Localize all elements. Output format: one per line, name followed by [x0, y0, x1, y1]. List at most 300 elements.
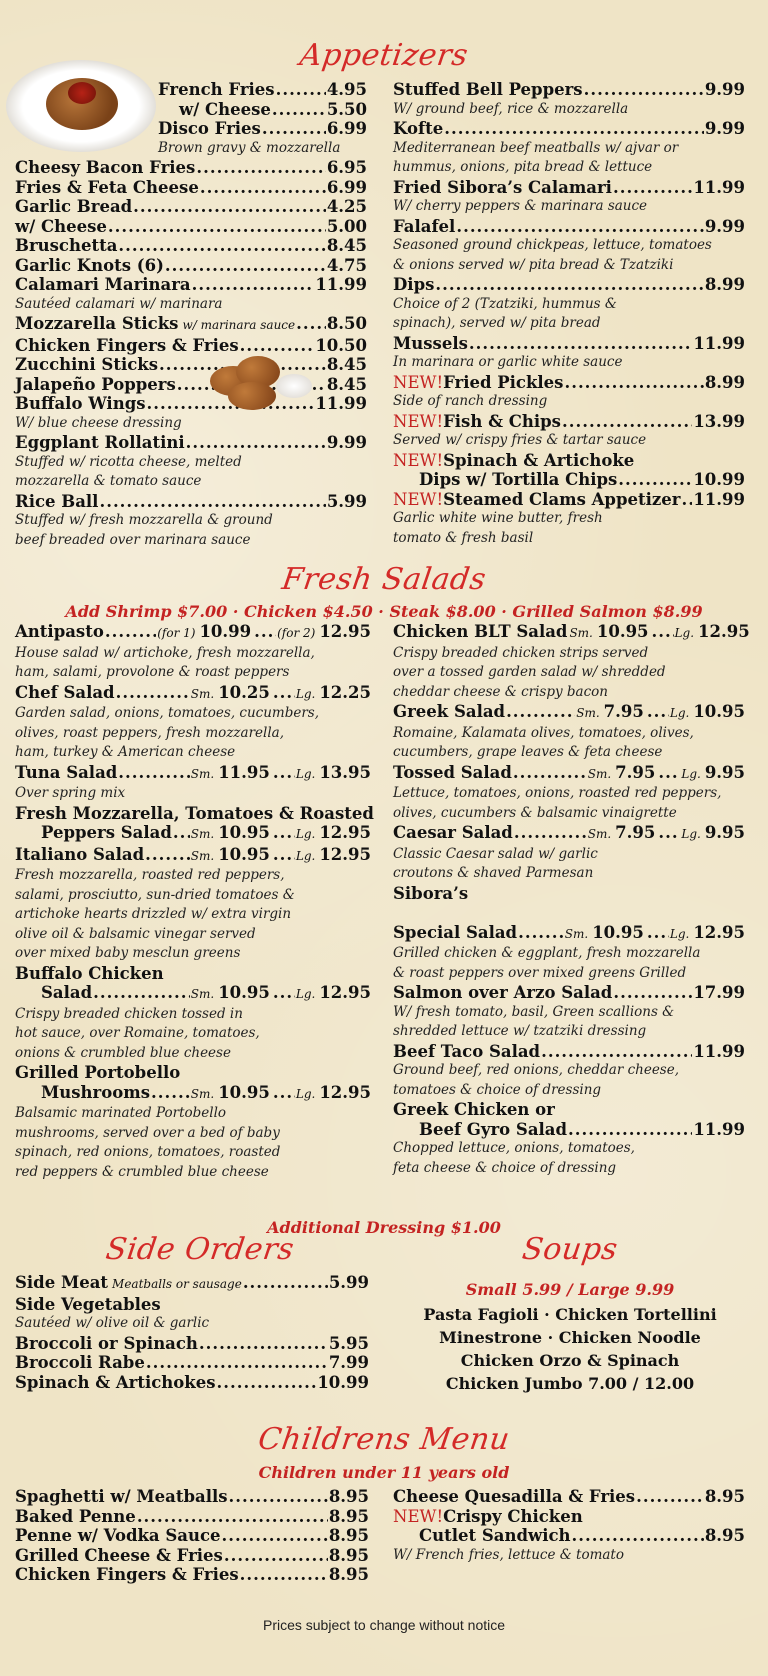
item-name: Penne w/ Vodka Sauce — [15, 1526, 221, 1545]
item-price-small: 11.95 — [218, 762, 270, 782]
size-label: Sm. — [569, 626, 593, 640]
leader-dots — [273, 763, 295, 783]
menu-item — [15, 1273, 369, 1295]
item-price-small: 10.95 — [218, 1082, 270, 1102]
item-name: Italiano Salad — [15, 844, 145, 864]
size-label: Sm. — [564, 926, 589, 941]
item-name: Chicken BLT Salad — [393, 622, 568, 641]
menu-item — [393, 1526, 745, 1546]
item-price: 11.99 — [693, 489, 745, 509]
item-description: hot sauce, over Romaine, tomatoes, — [15, 1025, 260, 1041]
item-price-large: 12.95 — [319, 622, 371, 641]
leader-dots — [133, 197, 326, 217]
item-price: 5.50 — [326, 99, 367, 119]
menu-item — [15, 823, 371, 845]
item-name: Kofte — [393, 119, 444, 138]
menu-item — [15, 433, 367, 453]
item-price-small: 10.25 — [218, 682, 270, 702]
leader-dots — [273, 823, 295, 843]
item-description: mushrooms, served over a bed of baby — [15, 1124, 280, 1141]
item-description: artichoke hearts drizzled w/ extra virgin — [15, 906, 292, 922]
leader-dots — [254, 622, 276, 642]
menu-item — [15, 1373, 369, 1393]
menu-item — [393, 1507, 745, 1527]
item-price: 4.95 — [326, 80, 367, 99]
leader-dots — [572, 1526, 704, 1546]
item-price: 8.45 — [326, 374, 367, 394]
buffalo-wings-photo — [206, 352, 318, 414]
size-label: Sm. — [190, 987, 215, 1001]
item-price: 8.99 — [704, 275, 745, 294]
item-description: & onions served w/ pita bread & Tzatziki — [393, 256, 674, 273]
menu-item — [15, 236, 367, 256]
leader-dots — [435, 275, 703, 295]
item-name: Zucchini Sticks — [15, 355, 158, 374]
item-description: onions & crumbled blue cheese — [15, 1044, 231, 1061]
menu-item — [15, 622, 371, 644]
item-price: 9.99 — [704, 216, 745, 236]
item-description: W/ cherry peppers & marinara sauce — [393, 198, 648, 214]
item-name: Chicken Fingers & Fries — [15, 335, 239, 355]
item-description: spinach, red onions, tomatoes, roasted — [15, 1144, 281, 1160]
leader-dots — [217, 1373, 317, 1393]
leader-dots — [224, 1546, 328, 1566]
item-description: Mediterranean beef meatballs w/ ajvar or — [393, 139, 679, 156]
size-label: Lg. — [674, 626, 695, 640]
item-note: w/ marinara sauce — [182, 318, 296, 332]
leader-dots — [568, 1120, 692, 1140]
side-orders-column — [15, 1273, 369, 1392]
item-price-small: 10.95 — [218, 844, 270, 864]
item-name: Cheese Quesadilla & Fries — [393, 1487, 636, 1506]
item-description: W/ fresh tomato, basil, Green scallions & — [393, 1003, 675, 1020]
item-name: Greek Chicken or — [393, 1100, 555, 1119]
menu-item — [15, 983, 371, 1005]
item-description: W/ blue cheese dressing — [15, 414, 182, 431]
leader-dots — [229, 1487, 328, 1507]
salad-addons: Add Shrimp $7.00 · Chicken $4.50 · Steak $8.00 · Grilled Salmon $8.99 — [65, 602, 703, 621]
item-description: House salad w/ artichoke, fresh mozzarella, — [15, 644, 315, 661]
item-name: Beef Taco Salad — [393, 1041, 541, 1061]
item-name: Rice Ball — [15, 491, 99, 511]
item-price: 10.99 — [317, 1372, 369, 1392]
menu-item — [393, 923, 745, 945]
menu-item — [393, 80, 745, 100]
size-label: Sm. — [587, 766, 612, 781]
menu-item — [393, 470, 745, 490]
item-name: Mozzarella Sticks — [15, 314, 179, 333]
soups-sizes: Small 5.99 / Large 9.99 — [465, 1280, 675, 1299]
item-price: 5.99 — [326, 491, 367, 511]
appetizers-left-column — [15, 80, 367, 550]
item-name: Dips w/ Tortilla Chips — [419, 470, 618, 489]
leader-dots — [613, 983, 692, 1003]
item-description: olives, roast peppers, fresh mozzarella, — [15, 724, 285, 741]
leader-dots — [151, 1083, 190, 1103]
leader-dots — [222, 1526, 328, 1546]
item-name: Buffalo Wings — [15, 394, 146, 413]
item-description: W/ ground beef, rice & mozzarella — [393, 100, 629, 117]
size-label: Lg. — [295, 766, 316, 781]
item-description: W/ French fries, lettuce & tomato — [393, 1546, 624, 1563]
menu-item — [393, 412, 745, 432]
soups-heading: Soups — [520, 1232, 620, 1267]
size-label: Sm. — [190, 766, 215, 781]
side-orders-heading: Side Orders — [103, 1232, 297, 1267]
size-label: Lg. — [669, 926, 690, 941]
soup-item: Chicken Orzo & Spinach — [460, 1351, 680, 1370]
size-label: Sm. — [190, 686, 215, 701]
menu-item — [15, 1487, 369, 1507]
leader-dots — [469, 334, 692, 354]
item-description: Balsamic marinated Portobello — [15, 1105, 227, 1121]
menu-item — [393, 373, 745, 393]
soup-item: Chicken Jumbo 7.00 / 12.00 — [445, 1374, 695, 1393]
item-name: Garlic Bread — [15, 197, 133, 216]
menu-item — [393, 178, 745, 198]
item-name: Cheesy Bacon Fries — [15, 158, 196, 177]
size-label: (for 2) — [277, 626, 316, 640]
item-name: Disco Fries — [158, 119, 261, 138]
item-description: Brown gravy & mozzarella — [158, 139, 341, 156]
item-name: Steamed Clams Appetizer — [443, 489, 681, 509]
menu-item — [15, 1334, 369, 1354]
leader-dots — [456, 217, 703, 237]
item-description: In marinara or garlic white sauce — [393, 354, 623, 370]
item-description: Ground beef, red onions, cheddar cheese, — [393, 1062, 680, 1078]
item-description: Sautéed w/ olive oil & garlic — [15, 1315, 210, 1331]
item-description: Crispy breaded chicken tossed in — [15, 1005, 243, 1022]
menu-item — [15, 80, 367, 100]
menu-item — [393, 119, 745, 139]
item-description: Side of ranch dressing — [393, 393, 548, 409]
leader-dots — [518, 923, 564, 943]
size-label: Lg. — [295, 987, 316, 1001]
item-price-small: 7.95 — [603, 702, 644, 721]
menu-item — [393, 1487, 745, 1507]
menu-item — [393, 823, 745, 845]
menu-item — [393, 1042, 745, 1062]
item-name: Peppers Salad — [41, 823, 172, 842]
item-description: cheddar cheese & crispy bacon — [393, 683, 608, 700]
menu-item — [15, 256, 367, 276]
menu-item — [15, 683, 371, 705]
item-name: Grilled Cheese & Fries — [15, 1545, 223, 1565]
menu-item — [15, 763, 371, 785]
item-description: beef breaded over marinara sauce — [15, 531, 251, 548]
spacer — [393, 903, 745, 923]
item-price: 8.95 — [328, 1565, 369, 1584]
soup-item: Pasta Fagioli · Chicken Tortellini — [423, 1305, 717, 1324]
item-description: over mixed baby mesclun greens — [15, 945, 241, 961]
item-price-large: 13.95 — [319, 762, 371, 782]
item-price: 11.99 — [693, 1119, 745, 1139]
leader-dots — [262, 119, 326, 139]
leader-dots — [199, 1334, 328, 1354]
item-price: 8.95 — [328, 1487, 369, 1506]
item-price-small: 10.95 — [218, 983, 270, 1002]
item-price: 11.99 — [693, 333, 745, 353]
leader-dots — [196, 158, 325, 178]
size-label: Lg. — [295, 848, 316, 863]
item-price-small: 10.95 — [592, 922, 644, 942]
item-name: Beef Gyro Salad — [419, 1119, 568, 1139]
item-name: Chef Salad — [15, 682, 115, 702]
size-label: Lg. — [295, 1086, 316, 1101]
item-description: cucumbers, grape leaves & feta cheese — [393, 744, 663, 760]
item-price: 8.95 — [328, 1545, 369, 1565]
item-price: 6.99 — [326, 119, 367, 138]
size-label: Lg. — [681, 766, 701, 781]
item-price: 13.99 — [693, 411, 745, 431]
item-name: Falafel — [393, 216, 456, 236]
size-label: Sm. — [190, 848, 215, 863]
item-price: 10.50 — [315, 335, 367, 355]
item-description: salami, prosciutto, sun-dried tomatoes & — [15, 886, 295, 903]
leader-dots — [273, 983, 295, 1003]
item-description: ham, salami, provolone & roast peppers — [15, 664, 290, 680]
leader-dots — [145, 845, 190, 865]
leader-dots — [108, 217, 326, 237]
menu-item — [393, 1100, 745, 1120]
menu-item — [15, 1526, 369, 1546]
price-disclaimer: Prices subject to change without notice — [262, 1617, 506, 1633]
new-badge: NEW! — [393, 411, 444, 431]
menu-item — [15, 1507, 369, 1527]
leader-dots — [541, 1042, 692, 1062]
menu-item — [393, 217, 745, 237]
item-price: 8.95 — [704, 1526, 745, 1545]
additional-dressing: Additional Dressing $1.00 — [267, 1218, 501, 1237]
item-description: tomato & fresh basil — [393, 529, 534, 546]
item-note: Meatballs or sausage — [112, 1277, 242, 1291]
children-right-column — [393, 1487, 745, 1565]
leader-dots — [636, 1487, 704, 1507]
menu-item — [393, 451, 745, 471]
item-price-large: 12.25 — [319, 682, 371, 702]
item-name: Fried Pickles — [443, 372, 564, 392]
item-description: Fresh mozzarella, roasted red peppers, — [15, 867, 285, 883]
leader-dots — [444, 119, 704, 139]
leader-dots — [173, 823, 190, 843]
item-name: Sibora’s — [393, 883, 469, 903]
leader-dots — [584, 80, 704, 100]
item-name: Side Meat — [15, 1273, 109, 1292]
item-description: Over spring mix — [15, 785, 126, 801]
item-price-large: 12.95 — [319, 844, 371, 864]
salads-left-column — [15, 622, 374, 1182]
item-name: Bruschetta — [15, 236, 118, 255]
leader-dots — [514, 823, 587, 843]
menu-item — [15, 158, 367, 178]
size-label: Lg. — [669, 706, 690, 720]
item-description: shredded lettuce w/ tzatziki dressing — [393, 1023, 647, 1039]
item-description: croutons & shaved Parmesan — [393, 865, 594, 881]
item-name: Side Vegetables — [15, 1294, 161, 1314]
menu-item — [393, 1120, 745, 1140]
item-name: Special Salad — [393, 922, 518, 942]
menu-item — [393, 275, 745, 295]
item-price-small: 7.95 — [615, 762, 656, 782]
item-name: Antipasto — [15, 622, 104, 641]
leader-dots — [506, 702, 575, 722]
item-name: Fish & Chips — [443, 411, 561, 431]
leader-dots — [613, 178, 692, 198]
item-price: 8.95 — [328, 1506, 369, 1526]
leader-dots — [118, 763, 189, 783]
item-price: 8.45 — [326, 236, 367, 255]
item-price: 8.95 — [328, 1526, 369, 1545]
item-price: 10.99 — [693, 470, 745, 489]
size-label: Lg. — [295, 686, 316, 701]
item-name: Baked Penne — [15, 1506, 136, 1526]
item-description: spinach), served w/ pita bread — [393, 315, 601, 331]
menu-item — [15, 100, 367, 120]
item-price: 5.00 — [326, 216, 367, 236]
item-price: 11.99 — [693, 177, 745, 197]
item-description: feta cheese & choice of dressing — [393, 1159, 617, 1176]
item-description: & roast peppers over mixed greens Grilled — [393, 964, 687, 981]
leader-dots — [658, 763, 680, 783]
menu-item — [393, 702, 745, 724]
item-name: Stuffed Bell Peppers — [393, 80, 583, 99]
menu-item — [15, 1565, 369, 1585]
leader-dots — [658, 823, 680, 843]
item-price: 8.45 — [326, 355, 367, 374]
item-name: Buffalo Chicken — [15, 963, 164, 983]
item-price-large: 12.95 — [319, 983, 371, 1002]
leader-dots — [243, 1273, 328, 1293]
leader-dots — [240, 1565, 328, 1585]
size-label: Sm. — [587, 827, 612, 841]
item-description: hummus, onions, pita bread & lettuce — [393, 159, 653, 175]
menu-item — [15, 217, 367, 237]
item-description: Grilled chicken & eggplant, fresh mozzarella — [393, 945, 701, 961]
size-label: Lg. — [681, 827, 701, 841]
appetizers-heading: Appetizers — [297, 38, 471, 73]
soups-list — [390, 1303, 750, 1395]
leader-dots — [186, 433, 326, 453]
item-price-small: 7.95 — [615, 823, 656, 842]
menu-item — [15, 1063, 371, 1083]
item-name: Mussels — [393, 333, 468, 353]
item-description: Seasoned ground chickpeas, lettuce, tomatoes — [393, 237, 712, 253]
item-description: Stuffed w/ fresh mozzarella & ground — [15, 512, 273, 528]
item-description: olive oil & balsamic vinegar served — [15, 925, 256, 942]
size-label: (for 1) — [157, 626, 196, 640]
item-price: 11.99 — [315, 394, 367, 413]
item-name: Salad — [41, 983, 93, 1002]
leader-dots — [118, 236, 325, 256]
item-description: red peppers & crumbled blue cheese — [15, 1163, 269, 1180]
item-name: Eggplant Rollatini — [15, 433, 185, 452]
soup-item: Minestrone · Chicken Noodle — [439, 1328, 701, 1347]
item-price: 11.99 — [315, 275, 367, 294]
leader-dots — [562, 412, 692, 432]
item-name: Broccoli or Spinach — [15, 1333, 198, 1353]
item-name: Tuna Salad — [15, 762, 118, 782]
children-left-column — [15, 1487, 369, 1585]
item-description: Garden salad, onions, tomatoes, cucumbers, — [15, 705, 320, 721]
leader-dots — [513, 763, 587, 783]
leader-dots — [200, 178, 326, 198]
item-name: Crispy Chicken — [443, 1506, 583, 1526]
item-name: Mushrooms — [41, 1082, 150, 1102]
salads-heading: Fresh Salads — [279, 562, 489, 597]
size-label: Sm. — [190, 1086, 215, 1101]
item-price: 9.99 — [704, 80, 745, 99]
size-label: Lg. — [295, 827, 316, 841]
item-description: tomatoes & choice of dressing — [393, 1081, 602, 1098]
item-name: Garlic Knots (6) — [15, 255, 164, 275]
new-badge: NEW! — [393, 1506, 444, 1526]
menu-item — [15, 492, 367, 512]
item-name: Spaghetti w/ Meatballs — [15, 1487, 228, 1506]
leader-dots — [647, 702, 669, 722]
menu-item — [393, 490, 745, 510]
new-badge: NEW! — [393, 450, 444, 470]
childrens-menu-heading: Childrens Menu — [255, 1422, 513, 1457]
menu-item — [15, 1083, 371, 1105]
item-description: Classic Caesar salad w/ garlic — [393, 845, 598, 862]
item-name: Caesar Salad — [393, 823, 513, 842]
leader-dots — [105, 622, 156, 642]
item-price: 6.95 — [326, 158, 367, 177]
item-price: 8.50 — [326, 314, 367, 333]
item-name: Fresh Mozzarella, Tomatoes & Roasted — [15, 803, 374, 823]
menu-item — [393, 334, 745, 354]
item-name: Salmon over Arzo Salad — [393, 983, 613, 1002]
size-label: Sm. — [190, 827, 215, 841]
item-price-small: 10.95 — [218, 823, 270, 842]
item-name: Cutlet Sandwich — [419, 1526, 571, 1545]
leader-dots — [273, 1083, 295, 1103]
item-description: over a tossed garden salad w/ shredded — [393, 664, 666, 680]
menu-item — [15, 275, 367, 295]
item-name: Grilled Portobello — [15, 1063, 181, 1082]
item-price: 5.95 — [328, 1333, 369, 1353]
menu-item — [15, 1353, 369, 1373]
item-name: Spinach & Artichoke — [443, 450, 635, 470]
item-price: 8.99 — [704, 372, 745, 392]
size-label: Sm. — [576, 706, 600, 720]
leader-dots — [137, 1507, 328, 1527]
salads-right-column — [393, 622, 750, 1178]
new-badge: NEW! — [393, 489, 444, 509]
leader-dots — [647, 923, 669, 943]
item-price: 4.75 — [326, 255, 367, 275]
menu-item — [393, 983, 745, 1003]
item-name: Calamari Marinara — [15, 275, 191, 294]
leader-dots — [93, 983, 190, 1003]
leader-dots — [296, 314, 326, 334]
menu-item — [15, 178, 367, 198]
item-description: ham, turkey & American cheese — [15, 744, 236, 760]
item-description: Stuffed w/ ricotta cheese, melted — [15, 453, 242, 470]
item-price-large: 9.95 — [704, 762, 745, 782]
item-name: Fries & Feta Cheese — [15, 177, 199, 197]
item-name: Greek Salad — [393, 702, 506, 721]
item-description: Romaine, Kalamata olives, tomatoes, olives, — [393, 724, 694, 741]
menu-item — [393, 884, 745, 904]
item-price-large: 12.95 — [698, 622, 750, 641]
leader-dots — [116, 683, 190, 703]
item-price: 9.99 — [704, 119, 745, 138]
item-price: 6.99 — [326, 177, 367, 197]
item-name: Chicken Fingers & Fries — [15, 1565, 239, 1584]
item-name: Dips — [393, 275, 435, 294]
item-name: Jalapeño Poppers — [15, 374, 176, 394]
